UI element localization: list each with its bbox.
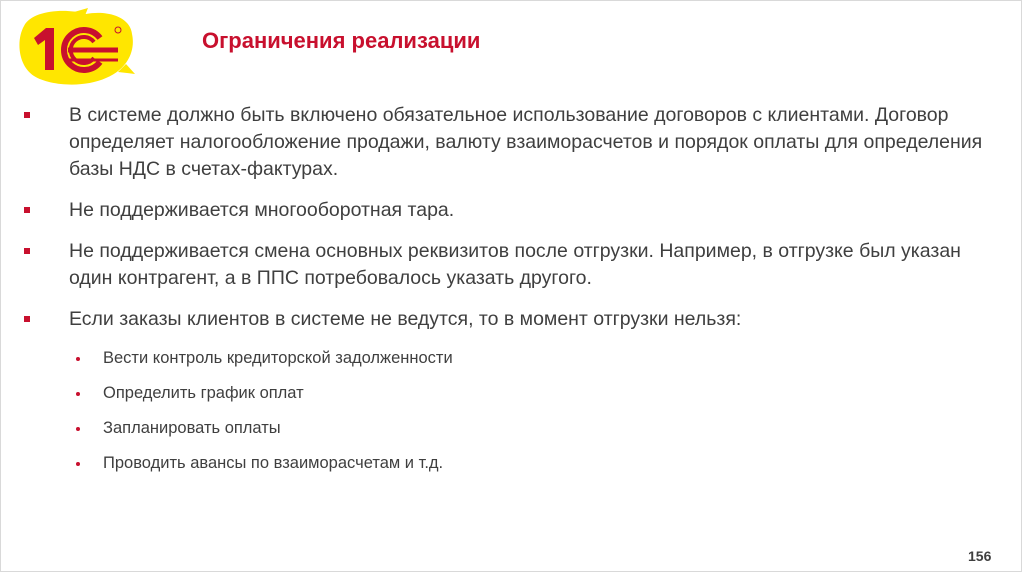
bullet-list <box>0 102 1000 488</box>
bullet-text: Если заказы клиентов в системе не ведутся, то в момент отгрузки нельзя: <box>69 308 742 330</box>
bullet-item <box>0 102 1000 183</box>
square-bullet-icon <box>24 248 30 254</box>
square-bullet-icon <box>24 207 30 213</box>
sub-bullet-item <box>69 382 1000 404</box>
sub-bullet-text: Определить график оплат <box>103 384 304 402</box>
dot-bullet-icon <box>76 462 80 466</box>
square-bullet-icon <box>24 112 30 118</box>
dot-bullet-icon <box>76 392 80 396</box>
bullet-item <box>0 197 1000 224</box>
bullet-text: Не поддерживается многооборотная тара. <box>69 199 455 221</box>
sub-bullet-item <box>69 347 1000 369</box>
sub-bullet-text: Вести контроль кредиторской задолженности <box>103 349 453 367</box>
dot-bullet-icon <box>76 357 80 361</box>
page-number: 156 <box>968 548 992 564</box>
square-bullet-icon <box>24 316 30 322</box>
bullet-text: Не поддерживается смена основных реквизитов после отгрузки. Например, в отгрузке был указан один контрагент, а в ППС потребовалось указать другого. <box>69 240 961 289</box>
sub-bullet-text: Проводить авансы по взаиморасчетам и т.д. <box>103 454 444 472</box>
bullet-text: В системе должно быть включено обязательное использование договоров с клиентами. Договор определяет налогообложение продажи, валюту взаиморасчетов и порядок оплаты для определения базы НДС в счетах-фактурах. <box>69 104 983 180</box>
1c-logo <box>14 8 136 88</box>
sub-bullet-list <box>69 347 1000 474</box>
slide-title: Ограничения реализации <box>202 28 481 53</box>
bullet-item <box>0 238 1000 292</box>
sub-bullet-item <box>69 417 1000 439</box>
bullet-item <box>0 306 1000 474</box>
sub-bullet-text: Запланировать оплаты <box>103 419 281 437</box>
dot-bullet-icon <box>76 427 80 431</box>
sub-bullet-item <box>69 452 1000 474</box>
